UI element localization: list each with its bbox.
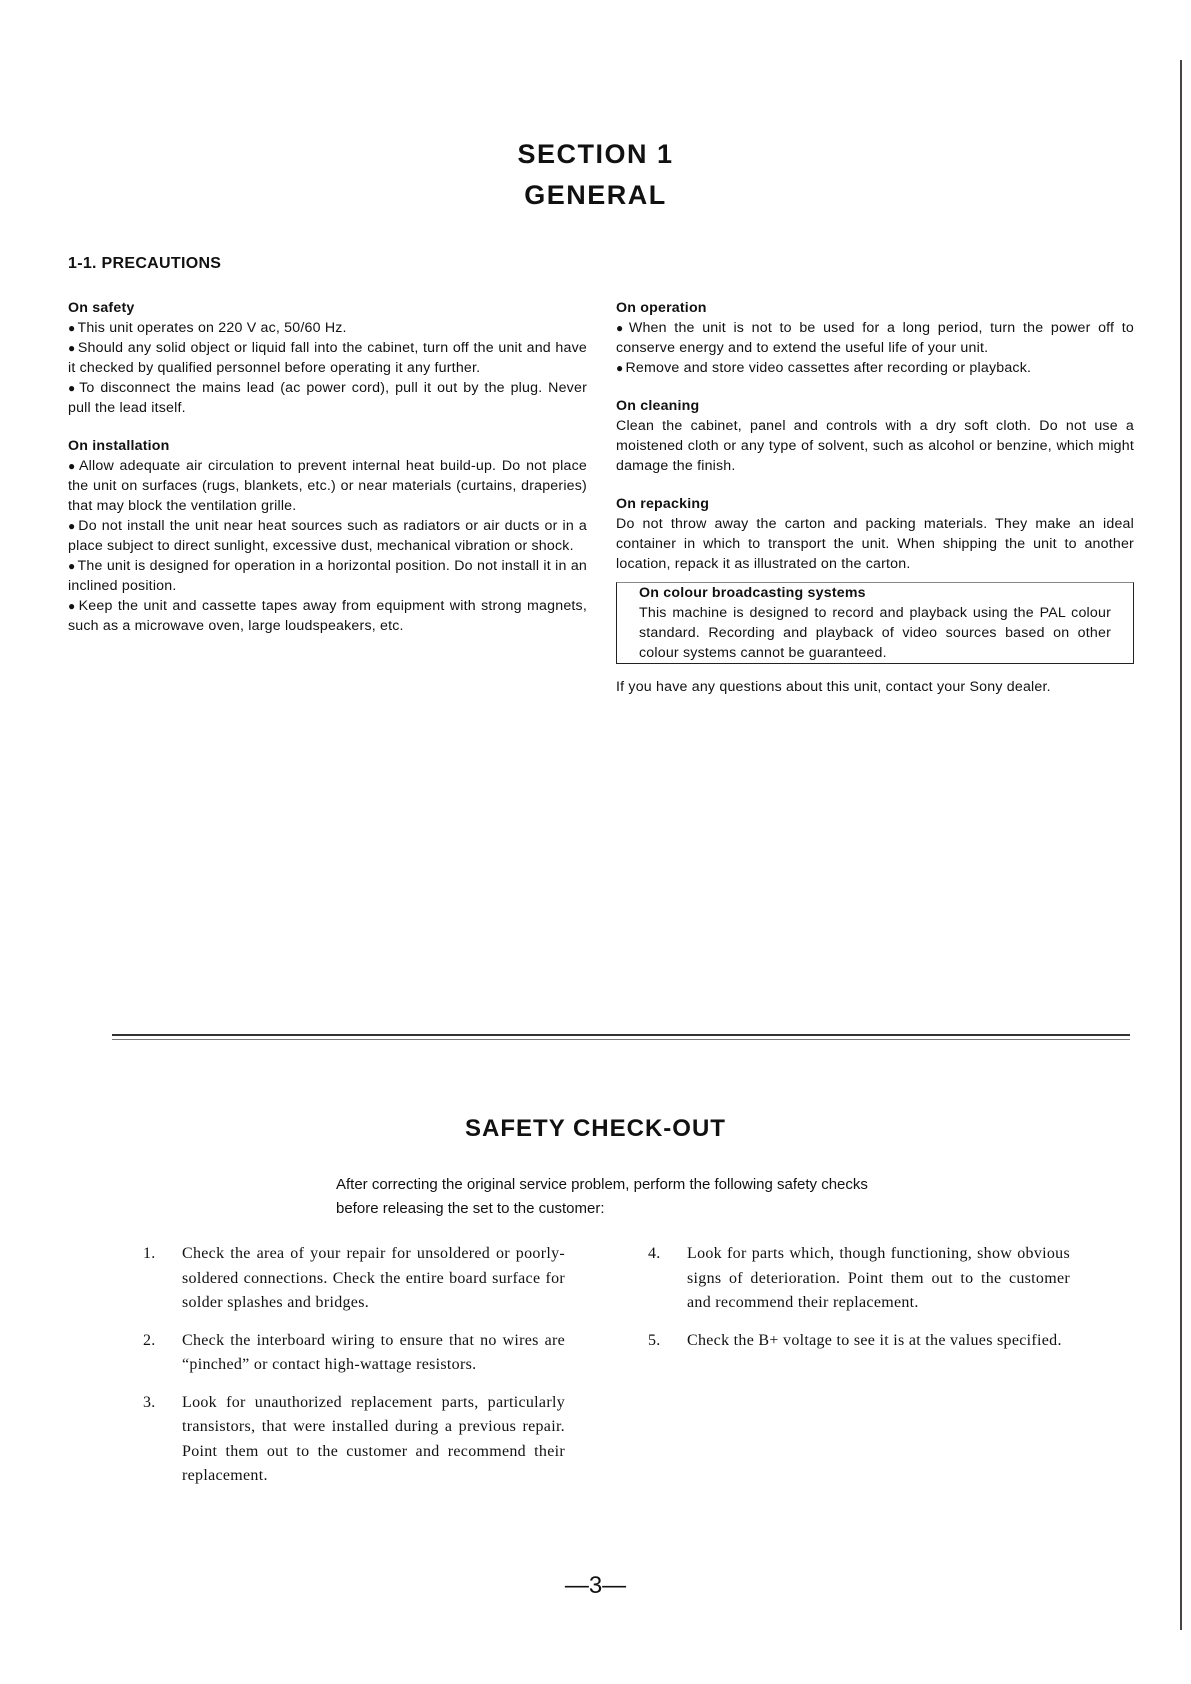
colour-systems-text: This machine is designed to record and playback using the PAL colour standard. Recording and playback of video sources based on other colour systems cannot be guaranteed. <box>639 605 1111 661</box>
operation-block <box>616 298 1134 378</box>
colour-systems-box <box>616 582 1134 664</box>
installation-bullet: ● The unit is designed for operation in a horizontal position. Do not install it in an inclined position. <box>68 556 587 596</box>
cleaning-block <box>616 396 1134 476</box>
operation-bullet: ● Remove and store video cassettes after recording or playback. <box>616 358 1134 378</box>
installation-block <box>68 436 587 636</box>
safety-block <box>68 298 587 418</box>
colour-systems-heading: On colour broadcasting systems <box>639 585 866 601</box>
operation-heading: On operation <box>616 300 707 316</box>
safety-checkout-heading: SAFETY CHECK-OUT <box>465 1115 726 1142</box>
cleaning-heading: On cleaning <box>616 398 700 414</box>
check-item-number: 5. <box>648 1331 661 1349</box>
precautions-right-column <box>616 298 1134 697</box>
repacking-block <box>616 494 1134 574</box>
check-item-number: 2. <box>143 1331 156 1349</box>
installation-heading: On installation <box>68 438 170 454</box>
safety-bullet: ● To disconnect the mains lead (ac power cord), pull it out by the plug. Never pull the lead itself. <box>68 378 587 418</box>
check-item-number: 4. <box>648 1245 661 1262</box>
section-divider <box>112 1034 1130 1040</box>
precautions-title: 1-1. PRECAUTIONS <box>68 255 222 272</box>
check-item-number: 3. <box>143 1393 156 1411</box>
section-name: GENERAL <box>524 180 667 210</box>
check-item <box>648 1329 1070 1354</box>
check-item <box>648 1242 1070 1316</box>
repacking-text: Do not throw away the carton and packing materials. They make an ideal container in which to transport the unit. When shipping the unit to another location, repack it as illustrated on the carton. <box>616 516 1134 572</box>
safety-heading: On safety <box>68 300 135 316</box>
precautions-left-column <box>68 298 587 654</box>
repacking-heading: On repacking <box>616 496 710 512</box>
page-heading <box>0 134 1191 216</box>
section-number: SECTION 1 <box>517 139 674 169</box>
check-item <box>143 1329 565 1378</box>
cleaning-text: Clean the cabinet, panel and controls with a dry soft cloth. Do not use a moistened cloth or any type of solvent, such as alcohol or benzine, which might damage the finish. <box>616 418 1134 474</box>
safety-checks-right <box>648 1242 1070 1366</box>
check-item <box>143 1391 565 1489</box>
check-item-text: Look for unauthorized replacement parts, particularly transistors, that were installed during a previous repair. Point them out to the customer and recommend their replacement. <box>182 1393 565 1484</box>
page-number: —3— <box>564 1572 627 1599</box>
safety-checks-left <box>143 1242 565 1502</box>
installation-bullet: ● Keep the unit and cassette tapes away from equipment with strong magnets, such as a microwave oven, large loudspeakers, etc. <box>68 596 587 636</box>
check-item-text: Check the area of your repair for unsoldered or poorly-soldered connections. Check the entire board surface for solder splashes and bridges. <box>182 1245 565 1311</box>
check-item-text: Look for parts which, though functioning, show obvious signs of deterioration. Point them out to the customer and recommend their replacement. <box>687 1245 1070 1311</box>
installation-bullet: ● Allow adequate air circulation to prevent internal heat build-up. Do not place the unit on surfaces (rugs, blankets, etc.) or near materials (curtains, draperies) that may block the ventilation grille. <box>68 456 587 516</box>
scan-edge <box>1180 60 1182 1630</box>
contact-dealer-note: If you have any questions about this unit, contact your Sony dealer. <box>616 679 1051 695</box>
installation-bullet: ● Do not install the unit near heat sources such as radiators or air ducts or in a place subject to direct sunlight, excessive dust, mechanical vibration or shock. <box>68 516 587 556</box>
check-item-text: Check the interboard wiring to ensure that no wires are “pinched” or contact high-wattage resistors. <box>182 1331 565 1373</box>
safety-bullet: ● This unit operates on 220 V ac, 50/60 Hz. <box>68 318 587 338</box>
check-item-text: Check the B+ voltage to see it is at the values specified. <box>687 1331 1062 1349</box>
safety-bullet: ● Should any solid object or liquid fall into the cabinet, turn off the unit and have it checked by qualified personnel before operating it any further. <box>68 338 587 378</box>
operation-bullet: ● When the unit is not to be used for a long period, turn the power off to conserve energy and to extend the useful life of your unit. <box>616 318 1134 358</box>
check-item <box>143 1242 565 1316</box>
check-item-number: 1. <box>143 1245 156 1262</box>
safety-intro: After correcting the original service problem, perform the following safety checks before releasing the set to the customer: <box>336 1176 868 1217</box>
